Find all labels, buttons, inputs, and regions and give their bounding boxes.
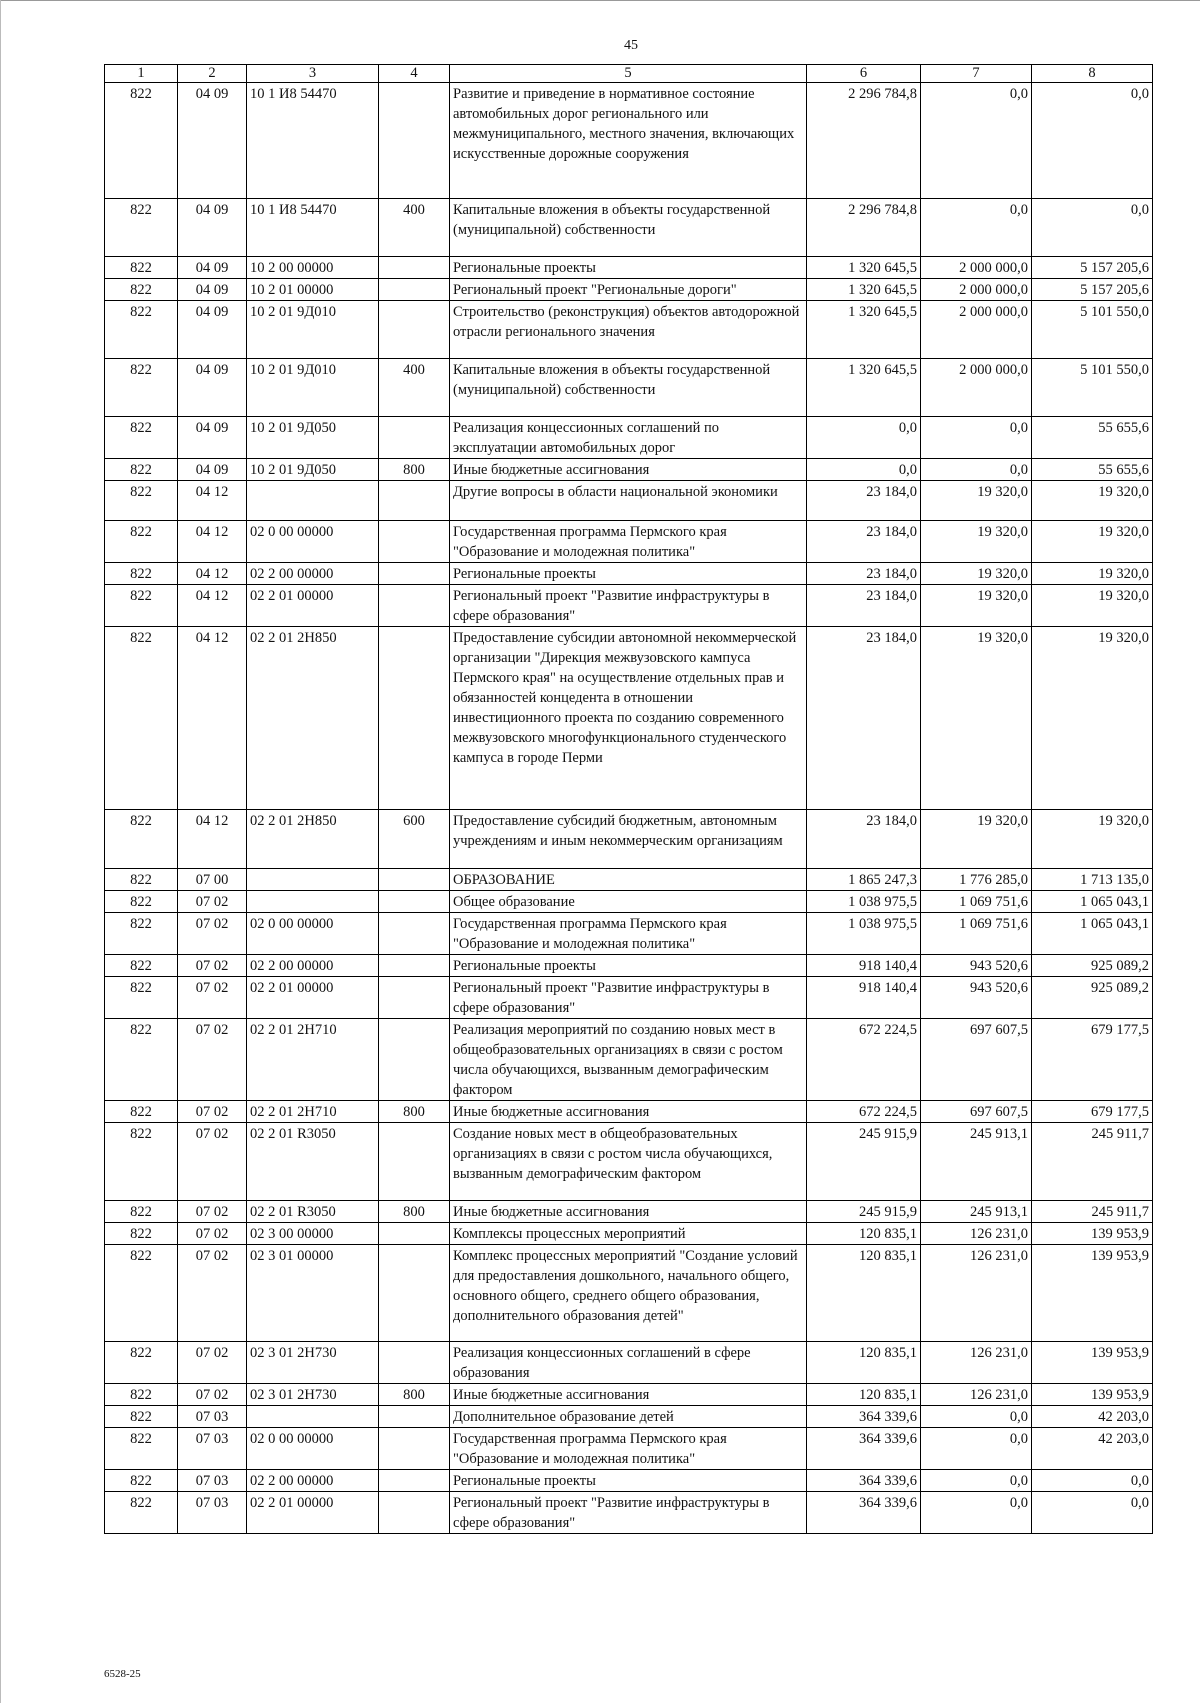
cell-amount-year3: 19 320,0 xyxy=(1032,585,1153,627)
cell-amount-year1: 1 320 645,5 xyxy=(807,301,921,359)
cell-target-article: 02 2 01 R3050 xyxy=(247,1123,379,1201)
cell-amount-year1: 1 320 645,5 xyxy=(807,359,921,417)
cell-target-article: 02 2 01 2Н710 xyxy=(247,1101,379,1123)
cell-admin-code: 822 xyxy=(105,1101,178,1123)
cell-amount-year2: 19 320,0 xyxy=(921,627,1032,810)
cell-name: Другие вопросы в области национальной экономики xyxy=(450,481,807,521)
cell-expense-type xyxy=(379,1428,450,1470)
cell-amount-year2: 126 231,0 xyxy=(921,1245,1032,1342)
cell-amount-year3: 42 203,0 xyxy=(1032,1428,1153,1470)
cell-amount-year2: 2 000 000,0 xyxy=(921,359,1032,417)
table-row xyxy=(105,869,1153,891)
cell-expense-type xyxy=(379,627,450,810)
table-row xyxy=(105,1406,1153,1428)
cell-amount-year3: 245 911,7 xyxy=(1032,1123,1153,1201)
cell-name: Государственная программа Пермского края "Образование и молодежная политика" xyxy=(450,521,807,563)
cell-amount-year3: 55 655,6 xyxy=(1032,459,1153,481)
cell-amount-year3: 42 203,0 xyxy=(1032,1406,1153,1428)
cell-amount-year3: 5 157 205,6 xyxy=(1032,279,1153,301)
table-row xyxy=(105,1201,1153,1223)
table-row xyxy=(105,279,1153,301)
cell-expense-type xyxy=(379,1492,450,1534)
cell-amount-year2: 126 231,0 xyxy=(921,1384,1032,1406)
cell-name: Региональный проект "Развитие инфраструктуры в сфере образования" xyxy=(450,977,807,1019)
cell-expense-type: 800 xyxy=(379,459,450,481)
cell-section-code: 07 02 xyxy=(178,1245,247,1342)
cell-amount-year3: 19 320,0 xyxy=(1032,481,1153,521)
cell-amount-year3: 19 320,0 xyxy=(1032,521,1153,563)
cell-admin-code: 822 xyxy=(105,521,178,563)
cell-amount-year1: 1 865 247,3 xyxy=(807,869,921,891)
cell-amount-year1: 1 038 975,5 xyxy=(807,913,921,955)
cell-section-code: 04 12 xyxy=(178,481,247,521)
cell-expense-type: 400 xyxy=(379,359,450,417)
cell-target-article: 02 2 00 00000 xyxy=(247,955,379,977)
cell-section-code: 04 09 xyxy=(178,83,247,199)
cell-amount-year2: 0,0 xyxy=(921,1492,1032,1534)
cell-expense-type xyxy=(379,417,450,459)
table-row xyxy=(105,1245,1153,1342)
cell-amount-year2: 2 000 000,0 xyxy=(921,279,1032,301)
cell-name: Иные бюджетные ассигнования xyxy=(450,459,807,481)
table-row xyxy=(105,563,1153,585)
header-cell: 7 xyxy=(921,65,1032,83)
cell-expense-type xyxy=(379,585,450,627)
cell-expense-type: 800 xyxy=(379,1384,450,1406)
cell-admin-code: 822 xyxy=(105,913,178,955)
cell-name: Иные бюджетные ассигнования xyxy=(450,1384,807,1406)
cell-admin-code: 822 xyxy=(105,955,178,977)
cell-amount-year1: 120 835,1 xyxy=(807,1342,921,1384)
cell-expense-type: 600 xyxy=(379,810,450,869)
cell-expense-type xyxy=(379,1019,450,1101)
cell-admin-code: 822 xyxy=(105,891,178,913)
cell-expense-type: 800 xyxy=(379,1101,450,1123)
cell-amount-year3: 139 953,9 xyxy=(1032,1245,1153,1342)
cell-target-article: 02 2 01 2Н710 xyxy=(247,1019,379,1101)
cell-amount-year2: 245 913,1 xyxy=(921,1201,1032,1223)
cell-expense-type: 400 xyxy=(379,199,450,257)
cell-expense-type xyxy=(379,481,450,521)
cell-target-article: 10 2 01 9Д010 xyxy=(247,359,379,417)
cell-expense-type xyxy=(379,563,450,585)
table-row xyxy=(105,1101,1153,1123)
cell-amount-year1: 120 835,1 xyxy=(807,1223,921,1245)
cell-section-code: 04 12 xyxy=(178,563,247,585)
cell-expense-type xyxy=(379,1223,450,1245)
cell-amount-year1: 1 320 645,5 xyxy=(807,257,921,279)
cell-amount-year2: 19 320,0 xyxy=(921,810,1032,869)
cell-amount-year1: 364 339,6 xyxy=(807,1406,921,1428)
cell-section-code: 07 03 xyxy=(178,1406,247,1428)
cell-amount-year1: 672 224,5 xyxy=(807,1019,921,1101)
cell-amount-year2: 0,0 xyxy=(921,1428,1032,1470)
cell-section-code: 07 02 xyxy=(178,1201,247,1223)
cell-admin-code: 822 xyxy=(105,1492,178,1534)
cell-expense-type xyxy=(379,83,450,199)
cell-admin-code: 822 xyxy=(105,1428,178,1470)
cell-name: Комплекс процессных мероприятий "Создание условий для предоставления дошкольного, начального общего, основного общего, среднего общего образования, дополнительного образования детей" xyxy=(450,1245,807,1342)
cell-amount-year2: 126 231,0 xyxy=(921,1342,1032,1384)
cell-expense-type xyxy=(379,955,450,977)
header-cell: 8 xyxy=(1032,65,1153,83)
table-row xyxy=(105,913,1153,955)
cell-amount-year3: 55 655,6 xyxy=(1032,417,1153,459)
cell-amount-year1: 1 320 645,5 xyxy=(807,279,921,301)
cell-amount-year1: 120 835,1 xyxy=(807,1245,921,1342)
cell-amount-year2: 19 320,0 xyxy=(921,481,1032,521)
cell-amount-year3: 5 101 550,0 xyxy=(1032,359,1153,417)
cell-target-article xyxy=(247,1406,379,1428)
cell-target-article: 02 3 00 00000 xyxy=(247,1223,379,1245)
cell-expense-type xyxy=(379,869,450,891)
cell-amount-year1: 2 296 784,8 xyxy=(807,83,921,199)
table-row xyxy=(105,417,1153,459)
cell-amount-year3: 1 065 043,1 xyxy=(1032,891,1153,913)
cell-target-article xyxy=(247,891,379,913)
header-cell: 4 xyxy=(379,65,450,83)
cell-name: Предоставление субсидий бюджетным, автономным учреждениям и иным некоммерческим организациям xyxy=(450,810,807,869)
cell-amount-year3: 679 177,5 xyxy=(1032,1101,1153,1123)
cell-amount-year2: 943 520,6 xyxy=(921,977,1032,1019)
cell-target-article: 02 2 01 00000 xyxy=(247,1492,379,1534)
cell-section-code: 04 09 xyxy=(178,417,247,459)
cell-expense-type xyxy=(379,1123,450,1201)
cell-name: ОБРАЗОВАНИЕ xyxy=(450,869,807,891)
cell-section-code: 04 12 xyxy=(178,585,247,627)
cell-expense-type: 800 xyxy=(379,1201,450,1223)
cell-amount-year1: 918 140,4 xyxy=(807,955,921,977)
cell-admin-code: 822 xyxy=(105,563,178,585)
cell-target-article: 10 2 01 00000 xyxy=(247,279,379,301)
cell-amount-year3: 0,0 xyxy=(1032,199,1153,257)
table-row xyxy=(105,301,1153,359)
cell-target-article xyxy=(247,481,379,521)
cell-admin-code: 822 xyxy=(105,359,178,417)
cell-target-article: 10 2 01 9Д050 xyxy=(247,417,379,459)
cell-name: Строительство (реконструкция) объектов автодорожной отрасли регионального значения xyxy=(450,301,807,359)
cell-name: Региональный проект "Развитие инфраструктуры в сфере образования" xyxy=(450,1492,807,1534)
cell-section-code: 04 12 xyxy=(178,521,247,563)
cell-amount-year1: 23 184,0 xyxy=(807,481,921,521)
table-row xyxy=(105,1223,1153,1245)
cell-section-code: 07 03 xyxy=(178,1492,247,1534)
document-code: 6528-25 xyxy=(104,1668,141,1680)
cell-admin-code: 822 xyxy=(105,627,178,810)
cell-name: Реализация мероприятий по созданию новых мест в общеобразовательных организациях в связи с ростом числа обучающихся, вызванным демографическим фактором xyxy=(450,1019,807,1101)
table-row xyxy=(105,810,1153,869)
cell-target-article: 02 3 01 2Н730 xyxy=(247,1342,379,1384)
cell-amount-year3: 245 911,7 xyxy=(1032,1201,1153,1223)
cell-name: Дополнительное образование детей xyxy=(450,1406,807,1428)
cell-section-code: 04 09 xyxy=(178,257,247,279)
cell-name: Комплексы процессных мероприятий xyxy=(450,1223,807,1245)
cell-amount-year1: 364 339,6 xyxy=(807,1492,921,1534)
cell-admin-code: 822 xyxy=(105,1406,178,1428)
cell-target-article: 02 2 01 2Н850 xyxy=(247,627,379,810)
cell-amount-year2: 19 320,0 xyxy=(921,563,1032,585)
cell-amount-year3: 139 953,9 xyxy=(1032,1223,1153,1245)
table-row xyxy=(105,359,1153,417)
cell-expense-type xyxy=(379,1406,450,1428)
cell-name: Региональный проект "Региональные дороги" xyxy=(450,279,807,301)
cell-amount-year2: 0,0 xyxy=(921,417,1032,459)
header-cell: 1 xyxy=(105,65,178,83)
cell-target-article: 02 3 01 2Н730 xyxy=(247,1384,379,1406)
cell-admin-code: 822 xyxy=(105,977,178,1019)
cell-name: Иные бюджетные ассигнования xyxy=(450,1101,807,1123)
cell-target-article: 02 2 01 00000 xyxy=(247,977,379,1019)
cell-target-article: 10 2 01 9Д010 xyxy=(247,301,379,359)
cell-amount-year1: 918 140,4 xyxy=(807,977,921,1019)
cell-expense-type xyxy=(379,301,450,359)
header-cell: 2 xyxy=(178,65,247,83)
cell-amount-year2: 0,0 xyxy=(921,1406,1032,1428)
cell-amount-year2: 0,0 xyxy=(921,199,1032,257)
cell-section-code: 04 12 xyxy=(178,627,247,810)
cell-section-code: 07 02 xyxy=(178,913,247,955)
cell-amount-year3: 5 157 205,6 xyxy=(1032,257,1153,279)
cell-target-article: 10 1 И8 54470 xyxy=(247,83,379,199)
page-number: 45 xyxy=(624,38,638,53)
cell-admin-code: 822 xyxy=(105,481,178,521)
cell-amount-year3: 19 320,0 xyxy=(1032,810,1153,869)
cell-admin-code: 822 xyxy=(105,1201,178,1223)
cell-section-code: 07 02 xyxy=(178,891,247,913)
cell-name: Капитальные вложения в объекты государственной (муниципальной) собственности xyxy=(450,199,807,257)
cell-amount-year2: 126 231,0 xyxy=(921,1223,1032,1245)
cell-amount-year1: 120 835,1 xyxy=(807,1384,921,1406)
cell-amount-year1: 23 184,0 xyxy=(807,810,921,869)
cell-amount-year3: 1 713 135,0 xyxy=(1032,869,1153,891)
cell-admin-code: 822 xyxy=(105,417,178,459)
cell-name: Реализация концессионных соглашений по эксплуатации автомобильных дорог xyxy=(450,417,807,459)
header-cell: 5 xyxy=(450,65,807,83)
cell-amount-year2: 697 607,5 xyxy=(921,1019,1032,1101)
cell-name: Региональные проекты xyxy=(450,257,807,279)
cell-amount-year3: 139 953,9 xyxy=(1032,1342,1153,1384)
cell-admin-code: 822 xyxy=(105,1245,178,1342)
table-row xyxy=(105,1470,1153,1492)
table-row xyxy=(105,83,1153,199)
budget-table xyxy=(104,64,1153,1534)
cell-amount-year2: 245 913,1 xyxy=(921,1123,1032,1201)
cell-amount-year2: 1 069 751,6 xyxy=(921,891,1032,913)
cell-expense-type xyxy=(379,521,450,563)
cell-section-code: 04 09 xyxy=(178,301,247,359)
cell-section-code: 07 02 xyxy=(178,1101,247,1123)
cell-target-article: 10 2 01 9Д050 xyxy=(247,459,379,481)
cell-name: Государственная программа Пермского края "Образование и молодежная политика" xyxy=(450,913,807,955)
table-row xyxy=(105,481,1153,521)
cell-admin-code: 822 xyxy=(105,869,178,891)
cell-name: Региональные проекты xyxy=(450,1470,807,1492)
cell-expense-type xyxy=(379,913,450,955)
cell-amount-year2: 2 000 000,0 xyxy=(921,301,1032,359)
cell-section-code: 07 02 xyxy=(178,955,247,977)
header-cell: 3 xyxy=(247,65,379,83)
cell-amount-year1: 245 915,9 xyxy=(807,1201,921,1223)
cell-target-article xyxy=(247,869,379,891)
cell-admin-code: 822 xyxy=(105,301,178,359)
cell-section-code: 04 09 xyxy=(178,459,247,481)
cell-name: Создание новых мест в общеобразовательных организациях в связи с ростом числа обучающихся, вызванным демографическим фактором xyxy=(450,1123,807,1201)
table-row xyxy=(105,891,1153,913)
cell-amount-year2: 19 320,0 xyxy=(921,521,1032,563)
cell-target-article: 10 1 И8 54470 xyxy=(247,199,379,257)
cell-target-article: 02 2 01 2Н850 xyxy=(247,810,379,869)
cell-amount-year3: 925 089,2 xyxy=(1032,977,1153,1019)
cell-admin-code: 822 xyxy=(105,1123,178,1201)
cell-amount-year1: 23 184,0 xyxy=(807,627,921,810)
scan-left-edge xyxy=(0,0,1,1703)
cell-name: Государственная программа Пермского края "Образование и молодежная политика" xyxy=(450,1428,807,1470)
cell-target-article: 02 2 01 R3050 xyxy=(247,1201,379,1223)
cell-name: Региональные проекты xyxy=(450,563,807,585)
cell-amount-year3: 139 953,9 xyxy=(1032,1384,1153,1406)
cell-target-article: 10 2 00 00000 xyxy=(247,257,379,279)
cell-section-code: 07 03 xyxy=(178,1428,247,1470)
cell-admin-code: 822 xyxy=(105,83,178,199)
cell-amount-year3: 19 320,0 xyxy=(1032,627,1153,810)
cell-amount-year1: 23 184,0 xyxy=(807,563,921,585)
scan-top-edge xyxy=(0,0,1200,1)
cell-amount-year1: 0,0 xyxy=(807,417,921,459)
cell-section-code: 07 03 xyxy=(178,1470,247,1492)
cell-target-article: 02 2 01 00000 xyxy=(247,585,379,627)
cell-section-code: 04 09 xyxy=(178,279,247,301)
cell-section-code: 07 00 xyxy=(178,869,247,891)
cell-admin-code: 822 xyxy=(105,1223,178,1245)
cell-section-code: 07 02 xyxy=(178,1123,247,1201)
cell-amount-year1: 2 296 784,8 xyxy=(807,199,921,257)
cell-amount-year3: 925 089,2 xyxy=(1032,955,1153,977)
table-row xyxy=(105,521,1153,563)
cell-expense-type xyxy=(379,1342,450,1384)
table-row xyxy=(105,1123,1153,1201)
cell-target-article: 02 3 01 00000 xyxy=(247,1245,379,1342)
cell-expense-type xyxy=(379,977,450,1019)
cell-admin-code: 822 xyxy=(105,1384,178,1406)
table-body xyxy=(105,83,1153,1534)
cell-name: Реализация концессионных соглашений в сфере образования xyxy=(450,1342,807,1384)
table-row xyxy=(105,257,1153,279)
table-row xyxy=(105,459,1153,481)
table-row xyxy=(105,627,1153,810)
cell-amount-year2: 2 000 000,0 xyxy=(921,257,1032,279)
cell-section-code: 07 02 xyxy=(178,1223,247,1245)
cell-amount-year3: 0,0 xyxy=(1032,1492,1153,1534)
cell-amount-year1: 23 184,0 xyxy=(807,521,921,563)
cell-section-code: 04 09 xyxy=(178,199,247,257)
cell-expense-type xyxy=(379,257,450,279)
cell-expense-type xyxy=(379,1470,450,1492)
cell-amount-year2: 0,0 xyxy=(921,459,1032,481)
cell-amount-year1: 364 339,6 xyxy=(807,1470,921,1492)
cell-amount-year1: 245 915,9 xyxy=(807,1123,921,1201)
header-cell: 6 xyxy=(807,65,921,83)
cell-expense-type xyxy=(379,279,450,301)
cell-amount-year3: 0,0 xyxy=(1032,83,1153,199)
cell-name: Капитальные вложения в объекты государственной (муниципальной) собственности xyxy=(450,359,807,417)
cell-section-code: 04 09 xyxy=(178,359,247,417)
cell-section-code: 07 02 xyxy=(178,977,247,1019)
cell-admin-code: 822 xyxy=(105,585,178,627)
cell-name: Развитие и приведение в нормативное состояние автомобильных дорог регионального или межмуниципального, местного значения, включающих искусственные дорожные сооружения xyxy=(450,83,807,199)
cell-admin-code: 822 xyxy=(105,459,178,481)
table-row xyxy=(105,1492,1153,1534)
cell-section-code: 04 12 xyxy=(178,810,247,869)
cell-admin-code: 822 xyxy=(105,1342,178,1384)
cell-admin-code: 822 xyxy=(105,1019,178,1101)
table-row xyxy=(105,1428,1153,1470)
cell-section-code: 07 02 xyxy=(178,1019,247,1101)
table-row xyxy=(105,1342,1153,1384)
cell-name: Общее образование xyxy=(450,891,807,913)
cell-amount-year2: 0,0 xyxy=(921,1470,1032,1492)
cell-amount-year1: 23 184,0 xyxy=(807,585,921,627)
cell-admin-code: 822 xyxy=(105,257,178,279)
cell-amount-year2: 0,0 xyxy=(921,83,1032,199)
cell-admin-code: 822 xyxy=(105,1470,178,1492)
cell-amount-year2: 943 520,6 xyxy=(921,955,1032,977)
cell-amount-year1: 672 224,5 xyxy=(807,1101,921,1123)
cell-name: Иные бюджетные ассигнования xyxy=(450,1201,807,1223)
cell-amount-year1: 364 339,6 xyxy=(807,1428,921,1470)
cell-admin-code: 822 xyxy=(105,199,178,257)
cell-name: Предоставление субсидии автономной некоммерческой организации "Дирекция межвузовского кампуса Пермского края" на осуществление отдельных прав и обязанностей концедента в отношении инвестиционного проекта по созданию современного межвузовского многофункционального студенческого кампуса в городе Перми xyxy=(450,627,807,810)
cell-expense-type xyxy=(379,1245,450,1342)
cell-name: Региональные проекты xyxy=(450,955,807,977)
cell-section-code: 07 02 xyxy=(178,1342,247,1384)
cell-admin-code: 822 xyxy=(105,279,178,301)
cell-target-article: 02 0 00 00000 xyxy=(247,913,379,955)
cell-section-code: 07 02 xyxy=(178,1384,247,1406)
cell-amount-year2: 19 320,0 xyxy=(921,585,1032,627)
cell-target-article: 02 2 00 00000 xyxy=(247,1470,379,1492)
cell-target-article: 02 2 00 00000 xyxy=(247,563,379,585)
cell-amount-year1: 1 038 975,5 xyxy=(807,891,921,913)
cell-amount-year3: 19 320,0 xyxy=(1032,563,1153,585)
cell-amount-year1: 0,0 xyxy=(807,459,921,481)
table-row xyxy=(105,977,1153,1019)
table-row xyxy=(105,1384,1153,1406)
table-row xyxy=(105,199,1153,257)
cell-amount-year3: 5 101 550,0 xyxy=(1032,301,1153,359)
table-row xyxy=(105,955,1153,977)
cell-target-article: 02 0 00 00000 xyxy=(247,521,379,563)
cell-name: Региональный проект "Развитие инфраструктуры в сфере образования" xyxy=(450,585,807,627)
table-row xyxy=(105,585,1153,627)
cell-target-article: 02 0 00 00000 xyxy=(247,1428,379,1470)
header-row xyxy=(105,65,1153,83)
cell-amount-year2: 1 069 751,6 xyxy=(921,913,1032,955)
cell-expense-type xyxy=(379,891,450,913)
cell-amount-year3: 0,0 xyxy=(1032,1470,1153,1492)
table-row xyxy=(105,1019,1153,1101)
cell-amount-year2: 697 607,5 xyxy=(921,1101,1032,1123)
cell-amount-year2: 1 776 285,0 xyxy=(921,869,1032,891)
cell-amount-year3: 1 065 043,1 xyxy=(1032,913,1153,955)
cell-amount-year3: 679 177,5 xyxy=(1032,1019,1153,1101)
cell-admin-code: 822 xyxy=(105,810,178,869)
